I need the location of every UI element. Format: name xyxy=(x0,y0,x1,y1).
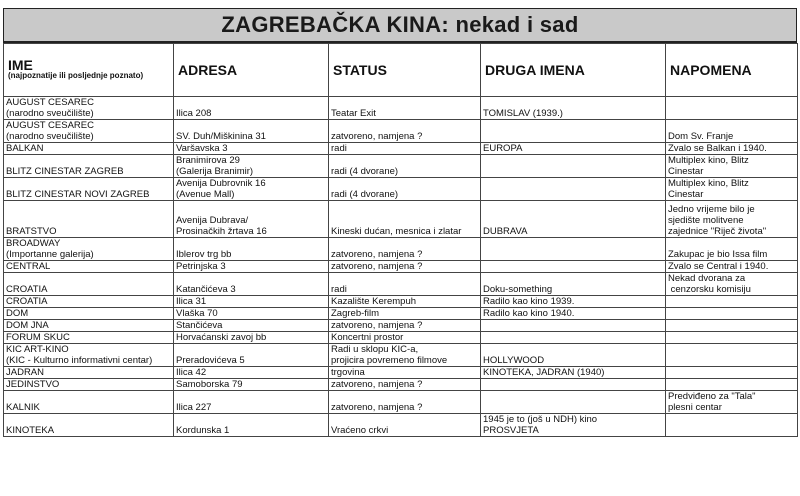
cell-druga-imena xyxy=(481,178,666,201)
cell-napomena xyxy=(666,308,798,320)
cell-status: zatvoreno, namjena ? xyxy=(329,261,481,273)
cell-adresa: Stančićeva xyxy=(174,320,329,332)
cell-druga-imena: DUBRAVA xyxy=(481,201,666,238)
cell-status: Radi u sklopu KIC-a, projicira povremeno filmove xyxy=(329,344,481,367)
cinema-sheet xyxy=(3,8,797,437)
cell-napomena: Multiplex kino, Blitz Cinestar xyxy=(666,155,798,178)
cell-druga-imena xyxy=(481,155,666,178)
cell-napomena xyxy=(666,367,798,379)
cell-ime: KIC ART-KINO (KIC - Kulturno informativni centar) xyxy=(4,344,174,367)
header-ime xyxy=(4,44,174,97)
cell-ime: BLITZ CINESTAR NOVI ZAGREB xyxy=(4,178,174,201)
cell-ime: BLITZ CINESTAR ZAGREB xyxy=(4,155,174,178)
table-body xyxy=(4,97,798,437)
cell-druga-imena xyxy=(481,238,666,261)
cell-adresa: Preradovićeva 5 xyxy=(174,344,329,367)
cell-druga-imena: 1945 je to (još u NDH) kino PROSVJETA xyxy=(481,414,666,437)
table-row xyxy=(4,178,798,201)
cell-adresa: Katančićeva 3 xyxy=(174,273,329,296)
cell-druga-imena: TOMISLAV (1939.) xyxy=(481,97,666,120)
cell-ime: FORUM SKUC xyxy=(4,332,174,344)
cell-ime: KINOTEKA xyxy=(4,414,174,437)
header-napomena: NAPOMENA xyxy=(666,44,798,97)
cell-status: Kazalište Kerempuh xyxy=(329,296,481,308)
cell-adresa: Kordunska 1 xyxy=(174,414,329,437)
cell-status: radi (4 dvorane) xyxy=(329,155,481,178)
cell-druga-imena xyxy=(481,261,666,273)
cell-ime: CROATIA xyxy=(4,296,174,308)
cell-status: zatvoreno, namjena ? xyxy=(329,391,481,414)
cell-adresa: Ilica 227 xyxy=(174,391,329,414)
cell-status: radi (4 dvorane) xyxy=(329,178,481,201)
cell-ime: AUGUST CESAREC (narodno sveučilište) xyxy=(4,97,174,120)
cell-status: trgovina xyxy=(329,367,481,379)
cell-ime: KALNIK xyxy=(4,391,174,414)
cell-status: Zagreb-film xyxy=(329,308,481,320)
table-row xyxy=(4,320,798,332)
cell-adresa: Branimirova 29 (Galerija Branimir) xyxy=(174,155,329,178)
cell-status: zatvoreno, namjena ? xyxy=(329,238,481,261)
cell-adresa: Samoborska 79 xyxy=(174,379,329,391)
cell-napomena xyxy=(666,296,798,308)
cell-adresa: Avenija Dubrovnik 16 (Avenue Mall) xyxy=(174,178,329,201)
cell-ime: CROATIA xyxy=(4,273,174,296)
table-row xyxy=(4,344,798,367)
table-row xyxy=(4,155,798,178)
cell-adresa: Avenija Dubrava/ Prosinačkih žrtava 16 xyxy=(174,201,329,238)
cell-druga-imena xyxy=(481,120,666,143)
cell-adresa: Ilica 208 xyxy=(174,97,329,120)
cell-status: Teatar Exit xyxy=(329,97,481,120)
cell-napomena xyxy=(666,332,798,344)
cell-druga-imena xyxy=(481,320,666,332)
cell-napomena: Predviđeno za "Tala" plesni centar xyxy=(666,391,798,414)
table-row xyxy=(4,201,798,238)
table-row xyxy=(4,414,798,437)
cell-status: Koncertni prostor xyxy=(329,332,481,344)
cell-napomena: Jedno vrijeme bilo je sjedište molitvene zajednice "Riječ života" xyxy=(666,201,798,238)
cell-druga-imena: Doku-something xyxy=(481,273,666,296)
cell-status: radi xyxy=(329,273,481,296)
cell-napomena xyxy=(666,97,798,120)
cell-druga-imena: HOLLYWOOD xyxy=(481,344,666,367)
sheet-title: ZAGREBAČKA KINA: nekad i sad xyxy=(3,8,797,43)
table-row xyxy=(4,332,798,344)
cell-napomena xyxy=(666,379,798,391)
table-row xyxy=(4,367,798,379)
table-row xyxy=(4,97,798,120)
cell-napomena xyxy=(666,414,798,437)
cell-adresa: Petrinjska 3 xyxy=(174,261,329,273)
cell-druga-imena: Radilo kao kino 1939. xyxy=(481,296,666,308)
cell-napomena: Zakupac je bio Issa film xyxy=(666,238,798,261)
table-row xyxy=(4,308,798,320)
cell-napomena: Dom Sv. Franje xyxy=(666,120,798,143)
cell-druga-imena xyxy=(481,379,666,391)
header-adresa: ADRESA xyxy=(174,44,329,97)
cell-adresa: Horvaćanski zavoj bb xyxy=(174,332,329,344)
cell-status: zatvoreno, namjena ? xyxy=(329,120,481,143)
table-row xyxy=(4,379,798,391)
cell-status: radi xyxy=(329,143,481,155)
cell-druga-imena: EUROPA xyxy=(481,143,666,155)
table-row xyxy=(4,391,798,414)
cell-napomena: Zvalo se Central i 1940. xyxy=(666,261,798,273)
header-druga-imena: DRUGA IMENA xyxy=(481,44,666,97)
cell-status: Kineski dućan, mesnica i zlatar xyxy=(329,201,481,238)
cell-napomena: Multiplex kino, Blitz Cinestar xyxy=(666,178,798,201)
cell-druga-imena: Radilo kao kino 1940. xyxy=(481,308,666,320)
cell-adresa: Ilica 42 xyxy=(174,367,329,379)
cell-napomena: Nekad dvorana za cenzorsku komisiju xyxy=(666,273,798,296)
cell-napomena: Zvalo se Balkan i 1940. xyxy=(666,143,798,155)
table-row xyxy=(4,120,798,143)
cell-status: Vraćeno crkvi xyxy=(329,414,481,437)
cell-adresa: Ilica 31 xyxy=(174,296,329,308)
cell-ime: AUGUST CESAREC (narodno sveučilište) xyxy=(4,120,174,143)
table-row xyxy=(4,261,798,273)
cell-napomena xyxy=(666,344,798,367)
cell-adresa: SV. Duh/Miškinina 31 xyxy=(174,120,329,143)
cell-ime: DOM xyxy=(4,308,174,320)
cell-adresa: Iblerov trg bb xyxy=(174,238,329,261)
header-status: STATUS xyxy=(329,44,481,97)
table-row xyxy=(4,238,798,261)
table-row xyxy=(4,273,798,296)
header-ime-label: IME xyxy=(8,57,33,73)
cell-ime: DOM JNA xyxy=(4,320,174,332)
cell-druga-imena: KINOTEKA, JADRAN (1940) xyxy=(481,367,666,379)
cell-ime: JEDINSTVO xyxy=(4,379,174,391)
table-row xyxy=(4,296,798,308)
cinema-table xyxy=(3,43,798,437)
header-ime-note: (najpoznatije ili posljednje poznato) xyxy=(8,71,144,80)
cell-ime: BALKAN xyxy=(4,143,174,155)
table-row xyxy=(4,143,798,155)
cell-ime: BROADWAY (Importanne galerija) xyxy=(4,238,174,261)
cell-status: zatvoreno, namjena ? xyxy=(329,379,481,391)
cell-druga-imena xyxy=(481,332,666,344)
cell-napomena xyxy=(666,320,798,332)
cell-ime: JADRAN xyxy=(4,367,174,379)
cell-ime: CENTRAL xyxy=(4,261,174,273)
cell-druga-imena xyxy=(481,391,666,414)
header-row xyxy=(4,44,798,97)
cell-adresa: Varšavska 3 xyxy=(174,143,329,155)
cell-status: zatvoreno, namjena ? xyxy=(329,320,481,332)
cell-adresa: Vlaška 70 xyxy=(174,308,329,320)
cell-ime: BRATSTVO xyxy=(4,201,174,238)
